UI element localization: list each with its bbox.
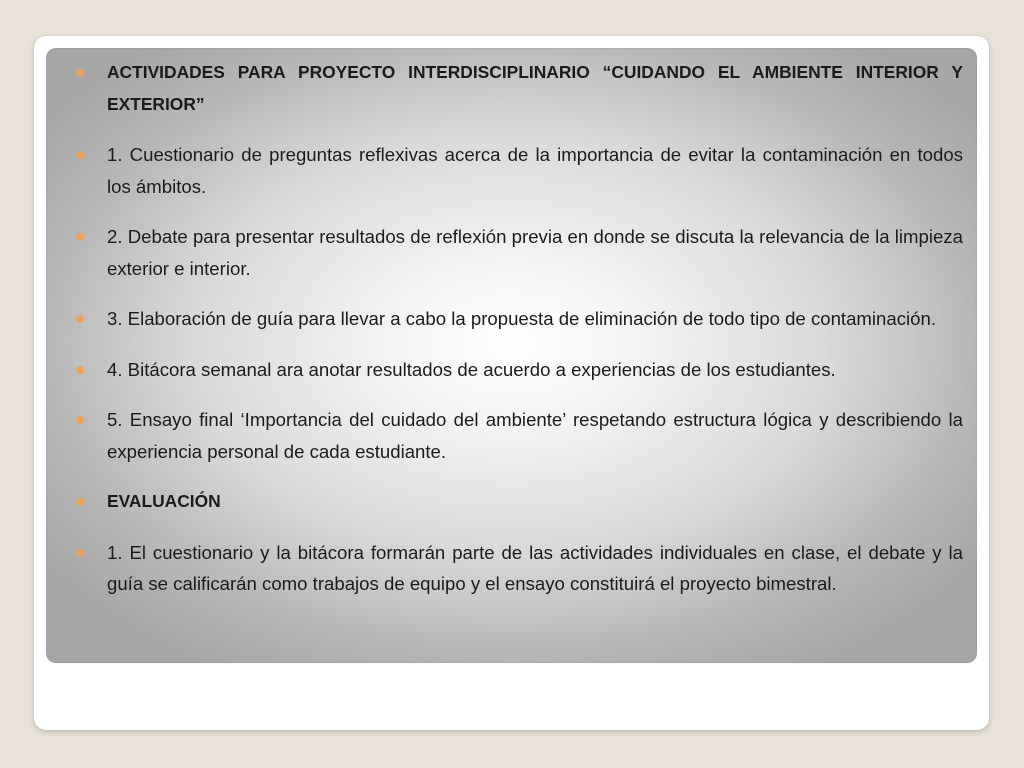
list-item-text: 4. Bitácora semanal ara anotar resultados de acuerdo a experiencias de los estudiantes. (107, 358, 836, 380)
bullet-icon (76, 498, 84, 506)
list-item (76, 354, 963, 386)
bullet-icon (76, 69, 84, 77)
list-item (76, 303, 963, 335)
list-item-text: 5. Ensayo final ‘Importancia del cuidado del ambiente’ respetando estructura lógica y describiendo la experiencia personal de cada estudiante. (107, 409, 963, 462)
content-box (46, 48, 977, 663)
list-item-text: 2. Debate para presentar resultados de reflexión previa en donde se discuta la relevancia de la limpieza exterior e interior. (107, 226, 963, 279)
list-item (76, 537, 963, 600)
bullet-icon (76, 233, 84, 241)
list-item (76, 221, 963, 284)
list-item (76, 139, 963, 202)
bullet-icon (76, 151, 84, 159)
bullet-list (76, 57, 963, 619)
list-item-title (76, 57, 963, 120)
slide (34, 36, 989, 730)
bullet-icon (76, 549, 84, 557)
list-item-text: 3. Elaboración de guía para llevar a cabo la propuesta de eliminación de todo tipo de contaminación. (107, 308, 937, 329)
bullet-icon (76, 416, 84, 424)
bullet-icon (76, 366, 84, 374)
list-item-heading-evaluacion (76, 486, 963, 518)
list-item-text: ACTIVIDADES PARA PROYECTO INTERDISCIPLINARIO “CUIDANDO EL AMBIENTE INTERIOR Y EXTERIOR” (107, 62, 963, 114)
list-item-text: 1. El cuestionario y la bitácora formarán parte de las actividades individuales en clase, el debate y la guía se calificarán como trabajos de equipo y el ensayo constituirá el proyecto bimestral. (107, 541, 963, 594)
bullet-icon (76, 315, 84, 323)
list-item-text: EVALUACIÓN (107, 491, 221, 511)
list-item-text: 1. Cuestionario de preguntas reflexivas acerca de la importancia de evitar la contaminación en todos los ámbitos. (107, 144, 963, 197)
list-item (76, 404, 963, 467)
